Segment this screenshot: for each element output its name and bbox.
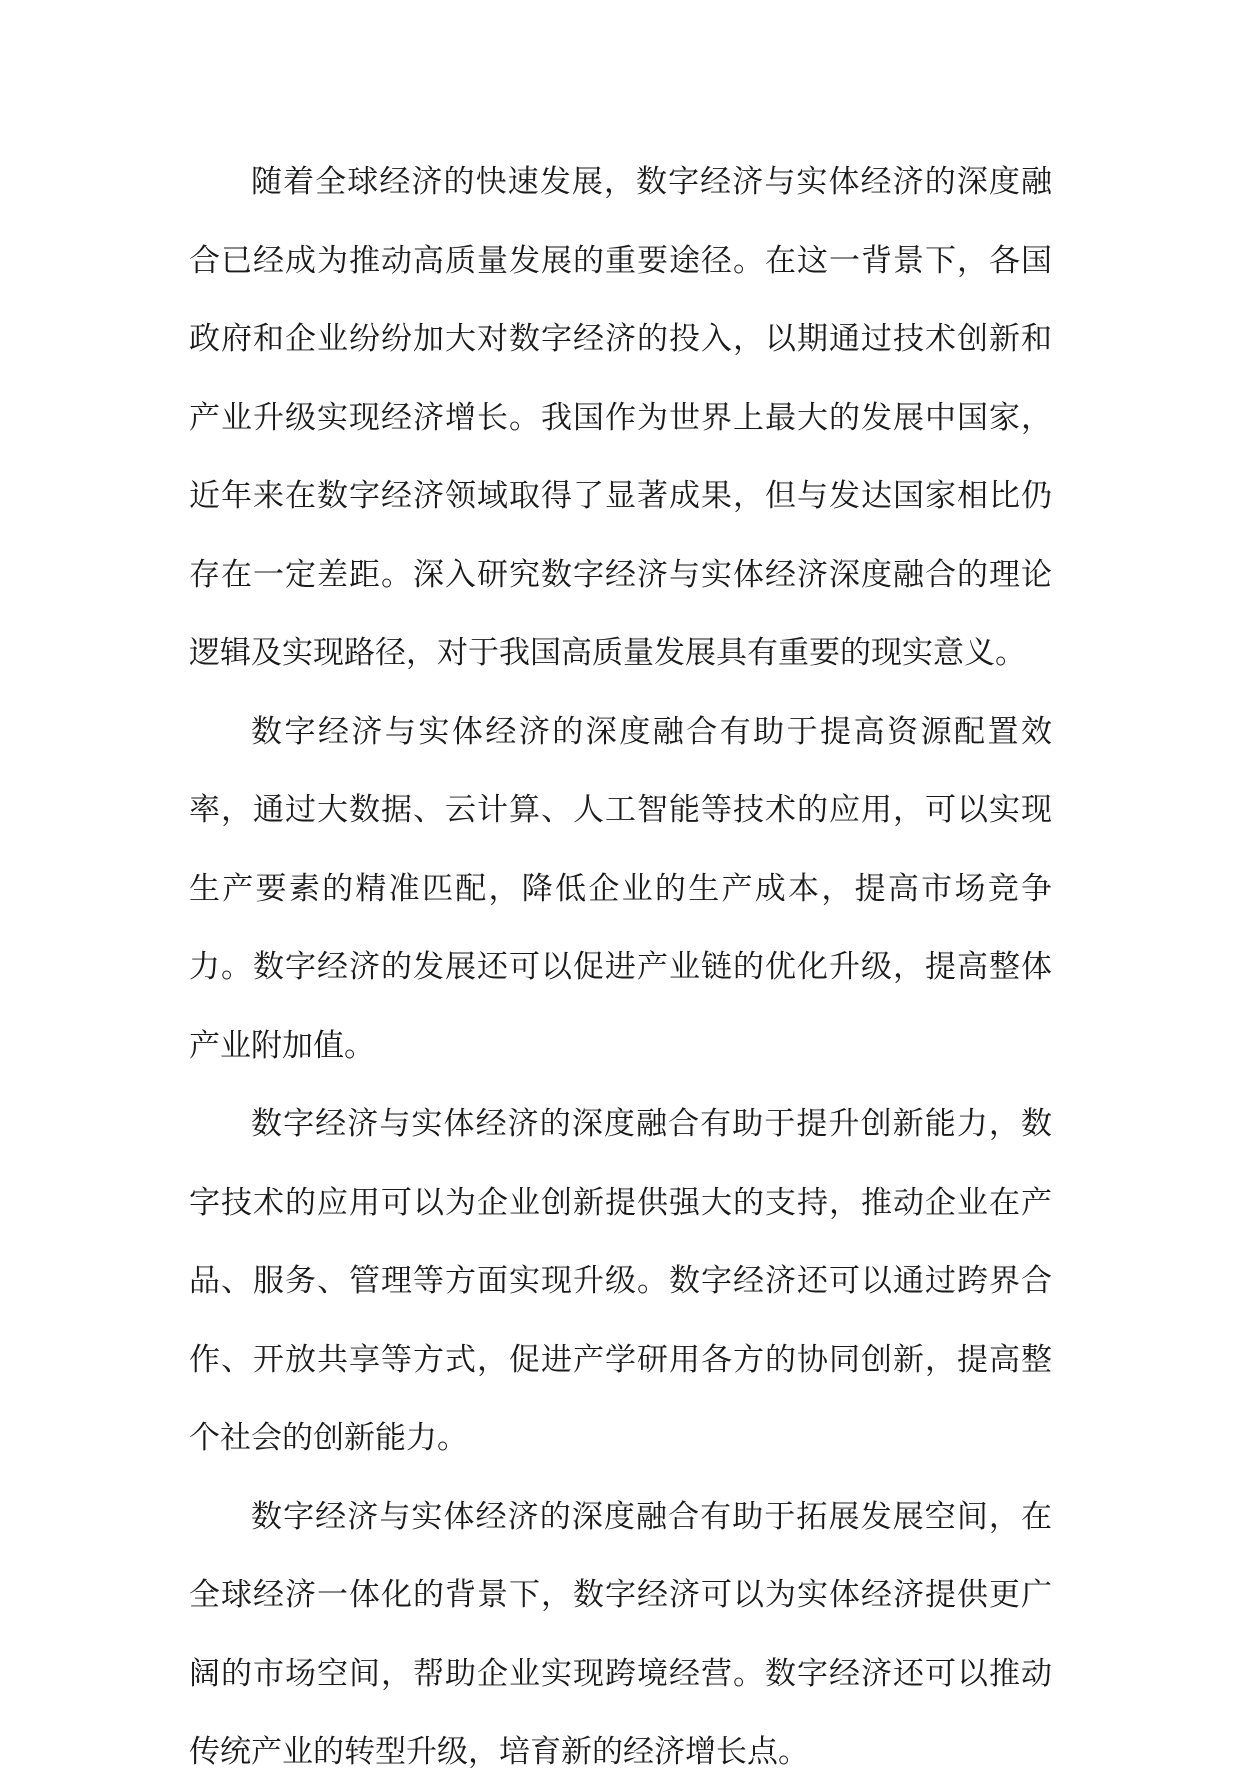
paragraph-innovation: 数字经济与实体经济的深度融合有助于提升创新能力，数字技术的应用可以为企业创新提供强大的支持，推动企业在产品、服务、管理等方面实现升级。数字经济还可以通过跨界合作、开放共享等方式，促进产学研用各方的协同创新，提高整个社会的创新能力。 [189, 1106, 1052, 1456]
paragraph-development-space: 数字经济与实体经济的深度融合有助于拓展发展空间，在全球经济一体化的背景下，数字经济可以为实体经济提供更广阔的市场空间，帮助企业实现跨境经营。数字经济还可以推动传统产业的转型升级，培育新的经济增长点。 [189, 1498, 1052, 1770]
document-body [189, 143, 1052, 1792]
paragraph-background: 随着全球经济的快速发展，数字经济与实体经济的深度融合已经成为推动高质量发展的重要途径。在这一背景下，各国政府和企业纷纷加大对数字经济的投入，以期通过技术创新和产业升级实现经济增长。我国作为世界上最大的发展中国家，近年来在数字经济领域取得了显著成果，但与发达国家相比仍存在一定差距。深入研究数字经济与实体经济深度融合的理论逻辑及实现路径，对于我国高质量发展具有重要的现实意义。 [189, 164, 1052, 671]
paragraph-resource-allocation: 数字经济与实体经济的深度融合有助于提高资源配置效率，通过大数据、云计算、人工智能等技术的应用，可以实现生产要素的精准匹配，降低企业的生产成本，提高市场竞争力。数字经济的发展还可以促进产业链的优化升级，提高整体产业附加值。 [189, 713, 1052, 1064]
